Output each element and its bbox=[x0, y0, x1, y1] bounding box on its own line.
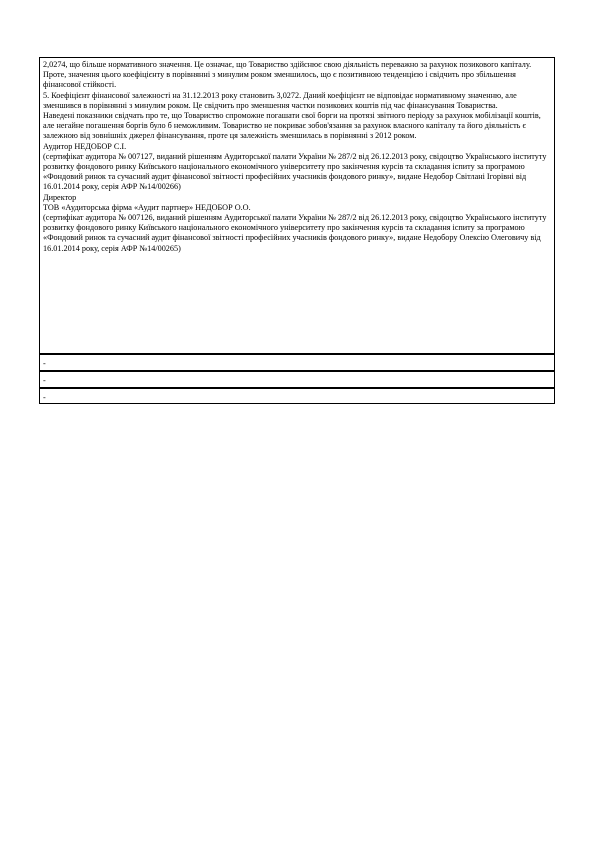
auditor-name: Аудитор НЕДОБОР С.І. bbox=[43, 141, 127, 151]
paragraph-conclusion: Наведені показники свідчать про те, що Товариство спроможне погашати свої борги на протязі звітного періоду за рахунок мобілізації коштів, але негайне погашення боргів було б неможливим. Товариство не покриває зобов'язання за рахунок власного капіталу та його діяльність є залежною від зовнішніх джерел фінансування, проте ця залежність зменшилась в порівнянні з 2012 роком. bbox=[43, 111, 541, 141]
paragraph-dependence-ratio: 5. Коефіцієнт фінансової залежності на 31.12.2013 року становить 3,0272. Даний коефіцієнт не відповідає нормативному значенню, але зменшився в порівнянні з минулим роком. Це свідчить про зменшення частки позикових коштів під час фінансування Товариства. bbox=[43, 90, 517, 110]
auditor-certificate: (сертифікат аудитора № 007127, виданий рішенням Аудиторської палати України № 287/2 від 26.12.2013 року, свідоцтво Українського інституту розвитку фондового ринку Київського національного економічного університету про закінчення курсів та складання іспиту за програмою «Фондовий ринок та сучасний аудит фінансової звітності професійних учасників фондового ринку», видане Недобор Світлані Ігорівні від 16.01.2014 року, серія АФР №14/00266) bbox=[43, 151, 547, 192]
table-row: - bbox=[39, 387, 555, 404]
table-row: - bbox=[39, 370, 555, 387]
table-row: - bbox=[39, 353, 555, 370]
audit-text-cell bbox=[39, 57, 555, 353]
director-title: Директор bbox=[43, 192, 77, 202]
paragraph-financial-stability: 2,0274, що більше нормативного значення. Це означає, що Товариство здійснює свою діяльність переважно за рахунок позикового капіталу. Проте, значення цього коефіцієнту в порівнянні з минулим роком зменшилось, що є позитивною тенденцією і свідчить про збільшення фінансової стійкості. bbox=[43, 60, 532, 90]
firm-director-name: ТОВ «Аудиторська фірма «Аудит партнер» НЕДОБОР О.О. bbox=[43, 202, 251, 212]
document-table bbox=[39, 57, 555, 404]
director-certificate: (сертифікат аудитора № 007126, виданий рішенням Аудиторської палати України № 287/2 від 26.12.2013 року, свідоцтво Українського інституту розвитку фондового ринку Київського національного економічного університету про закінчення курсів та складання іспиту за програмою «Фондовий ринок та сучасний аудит фінансової звітності професійних учасників фондового ринку», видане Недобору Олексію Олеговичу від 16.01.2014 року, серія АФР №14/00265) bbox=[43, 213, 547, 253]
